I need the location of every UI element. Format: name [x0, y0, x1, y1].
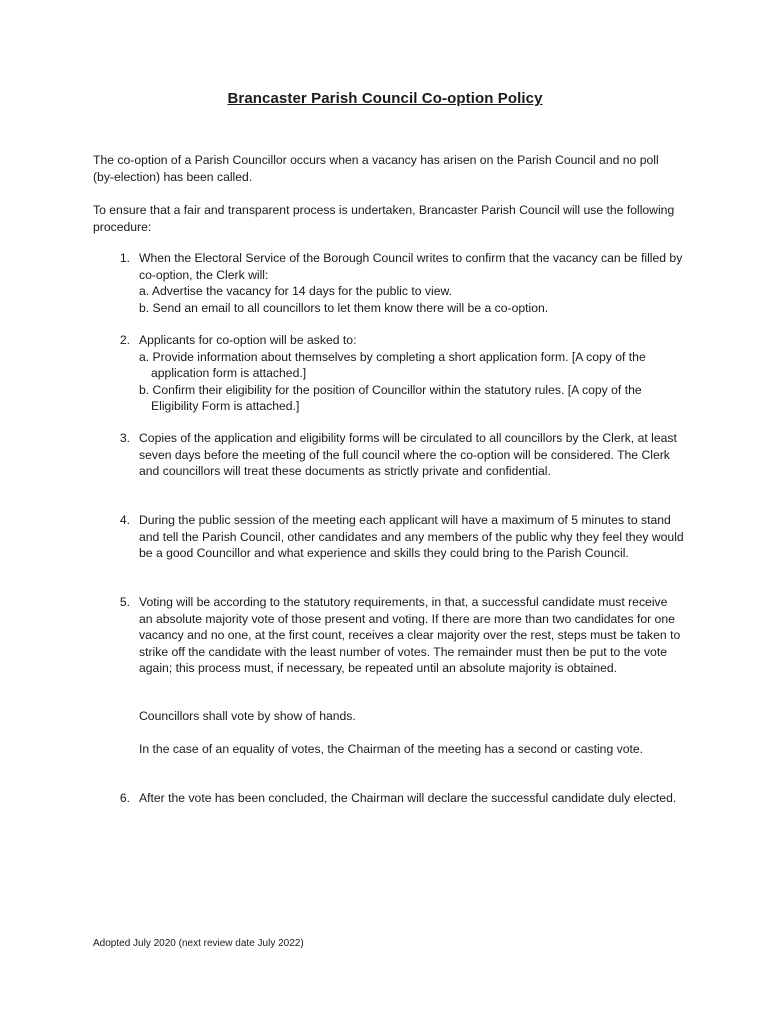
page-title: Brancaster Parish Council Co-option Policy — [227, 90, 543, 107]
note-text: Councillors shall vote by show of hands. — [139, 709, 356, 723]
intro-paragraph-1: The co-option of a Parish Councillor occurs when a vacancy has arisen on the Parish Council and no poll (by-election) has been called. — [93, 153, 659, 184]
list-number: 2. — [119, 333, 130, 347]
list-item-text: Voting will be according to the statutory requirements, in that, a successful candidate must receive an absolute majority vote of those present and voting. If there are more than two candidates for one vacancy and no one, at the first count, receives a clear majority over the rest, steps must be taken to strike off the candidate with the least number of votes. The remainder must then be put to the vote again; this process must, if necessary, be repeated until an absolute majority is obtained. — [139, 595, 681, 675]
sub-item: a. Advertise the vacancy for 14 days for the public to view. — [139, 284, 452, 298]
list-number: 1. — [119, 251, 130, 265]
list-number: 5. — [119, 595, 130, 609]
list-item-text: Copies of the application and eligibility forms will be circulated to all councillors by the Clerk, at least seven days before the meeting of the full council where the co-option will be considered. The Clerk and councillors will treat these documents as strictly private and confidential. — [139, 431, 677, 478]
intro-paragraph-2: To ensure that a fair and transparent process is undertaken, Brancaster Parish Council will use the following procedure: — [93, 203, 675, 234]
sub-item: b. Confirm their eligibility for the position of Councillor within the statutory rules. [A copy of the Eligibility Form is attached.] — [139, 382, 642, 413]
list-number: 6. — [119, 791, 130, 805]
footer-adoption-note: Adopted July 2020 (next review date July 2022) — [93, 938, 304, 949]
list-number: 4. — [119, 513, 130, 527]
note-text: In the case of an equality of votes, the Chairman of the meeting has a second or casting vote. — [139, 742, 644, 756]
list-number: 3. — [119, 431, 130, 445]
sub-item: b. Send an email to all councillors to let them know there will be a co-option. — [139, 300, 549, 315]
list-item-text: During the public session of the meeting each applicant will have a maximum of 5 minutes to stand and tell the Parish Council, other candidates and any members of the public why they feel they would be a good Councillor and what experience and skills they could bring to the Parish Council. — [139, 513, 684, 560]
list-item-text: When the Electoral Service of the Borough Council writes to confirm that the vacancy can be filled by co-option, the Clerk will: — [139, 251, 683, 282]
sub-item: a. Provide information about themselves by completing a short application form. [A copy of the application form is attached.] — [139, 349, 646, 380]
list-item-text: Applicants for co-option will be asked to: — [139, 333, 357, 347]
list-item-text: After the vote has been concluded, the Chairman will declare the successful candidate duly elected. — [139, 791, 677, 805]
